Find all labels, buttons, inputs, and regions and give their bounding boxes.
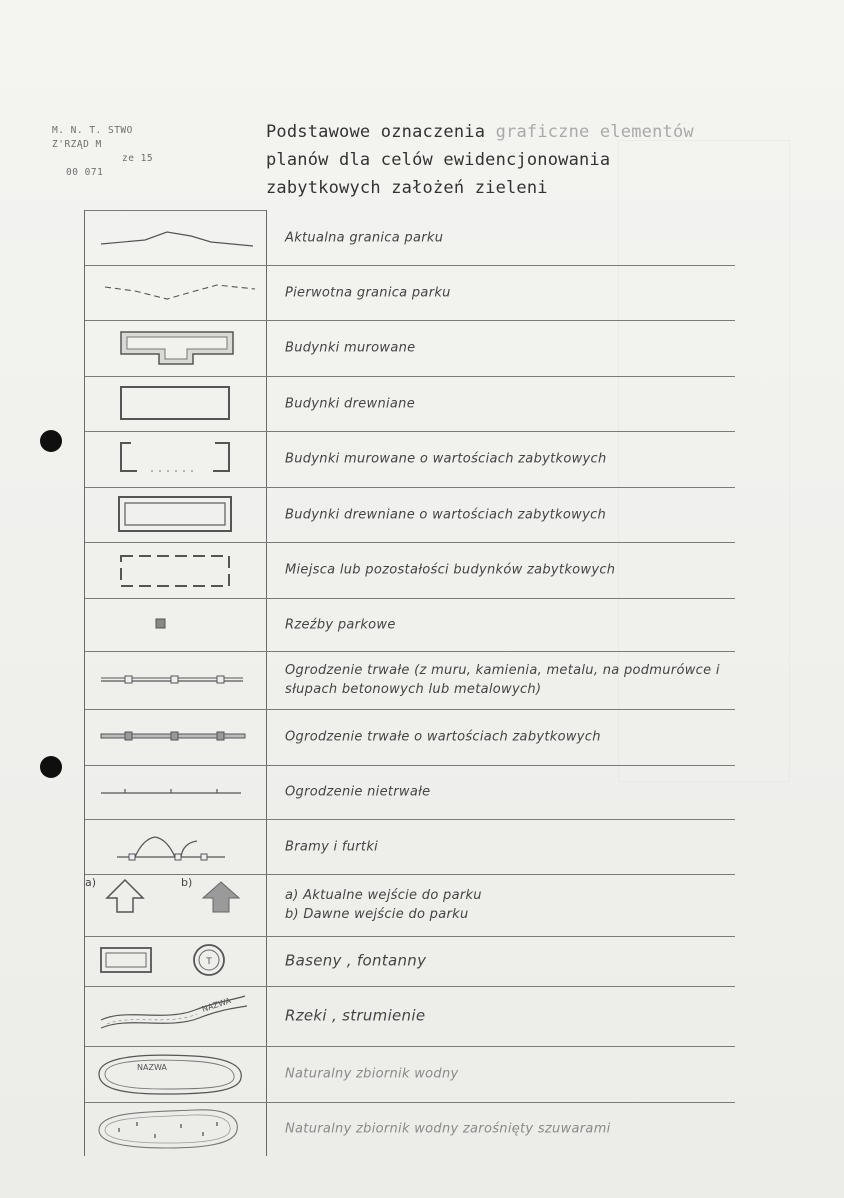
entrance-tag-a: a) (85, 876, 97, 889)
legend-row-pools (85, 936, 735, 987)
legend-label: Miejsca lub pozostałości budynków zabytkowych (285, 562, 616, 578)
legend-row-permanent-fence (85, 651, 735, 710)
legend-table (84, 210, 735, 1156)
rivers-streams-symbol (85, 986, 266, 1046)
legend-label: Baseny , fontanny (285, 951, 427, 970)
stamp-line-1: M. N. T. STWO (52, 125, 133, 136)
wooden-building-symbol (85, 376, 266, 431)
former-entrance-arrow-icon (203, 882, 239, 912)
legend-label: Rzeźby parkowe (285, 617, 396, 632)
title-line-1-text: Podstawowe oznaczenia (266, 122, 486, 142)
title-line-1-faint: graficzne elementów (495, 122, 694, 142)
legend-row-rivers (85, 986, 735, 1047)
legend-row-historic-fence (85, 709, 735, 766)
historic-permanent-fence-symbol (85, 709, 266, 765)
legend-row-current-boundary (85, 210, 735, 266)
legend-row-former-site (85, 542, 735, 599)
temporary-fence-symbol (85, 765, 266, 819)
former-building-site-symbol (85, 542, 266, 598)
legend-label: Pierwotna granica parku (285, 285, 451, 300)
masonry-building-symbol (85, 320, 266, 376)
punch-hole-top (40, 430, 62, 452)
historic-wooden-building-symbol (85, 487, 266, 542)
legend-row-masonry (85, 320, 735, 377)
stamp-line-3: ze 15 (122, 153, 154, 164)
stamp-line-4: 00 071 (66, 167, 104, 178)
historic-masonry-building-symbol (85, 431, 266, 487)
legend-label: Ogrodzenie nietrwałe (285, 784, 431, 800)
original-park-boundary-symbol (85, 265, 266, 320)
title-line-2: planów dla celów ewidencjonowania (266, 150, 611, 170)
legend-label: Budynki drewniane (285, 396, 415, 411)
document-title (266, 118, 736, 202)
legend-label: Budynki murowane (285, 340, 416, 356)
natural-water-symbol (85, 1046, 266, 1102)
legend-row-wooden (85, 376, 735, 432)
legend-row-overgrown-water (85, 1102, 735, 1156)
current-park-boundary-symbol (85, 210, 266, 265)
fountain-letter: T (206, 957, 212, 967)
current-entrance-arrow-icon (107, 880, 143, 912)
legend-label: a) Aktualne wejście do parku b) Dawne wejście do parku (285, 888, 482, 922)
legend-row-entrances (85, 874, 735, 937)
legend-label: Budynki drewniane o wartościach zabytkowych (285, 507, 607, 522)
legend-row-historic-wooden (85, 487, 735, 543)
stamp-line-2: Z'RZĄD M (52, 139, 102, 150)
legend-label: Budynki murowane o wartościach zabytkowych (285, 451, 607, 467)
institution-stamp (52, 124, 262, 180)
legend-label: Aktualna granica parku (285, 230, 444, 245)
title-line-1 (266, 118, 736, 146)
permanent-fence-symbol (85, 651, 266, 709)
entrance-tag-b: b) (181, 876, 193, 889)
water-name-label: NAZWA (137, 1063, 167, 1072)
overgrown-water-symbol (85, 1102, 266, 1156)
legend-label: Ogrodzenie trwałe (z muru, kamienia, metalu, na podmurówce i słupach betonowych lub metalowych) (285, 663, 720, 697)
gates-symbol (85, 819, 266, 874)
river-name-label: NAZWA (200, 996, 233, 1014)
legend-label: Bramy i furtki (285, 839, 379, 854)
punch-hole-bottom (40, 756, 62, 778)
legend-label: Naturalny zbiornik wodny zarośnięty szuwarami (285, 1121, 611, 1137)
legend-row-temporary-fence (85, 765, 735, 820)
title-line-3: zabytkowych założeń zieleni (266, 178, 548, 198)
entrances-symbol (85, 874, 266, 936)
legend-label: Naturalny zbiornik wodny (285, 1066, 459, 1082)
legend-row-gates (85, 819, 735, 875)
legend-row-original-boundary (85, 265, 735, 321)
legend-row-historic-masonry (85, 431, 735, 488)
legend-row-natural-water (85, 1046, 735, 1103)
park-sculpture-symbol (85, 598, 266, 651)
legend-label: Ogrodzenie trwałe o wartościach zabytkowych (285, 729, 601, 745)
legend-row-sculpture (85, 598, 735, 652)
legend-label: Rzeki , strumienie (285, 1006, 426, 1025)
pools-fountains-symbol (85, 936, 266, 986)
